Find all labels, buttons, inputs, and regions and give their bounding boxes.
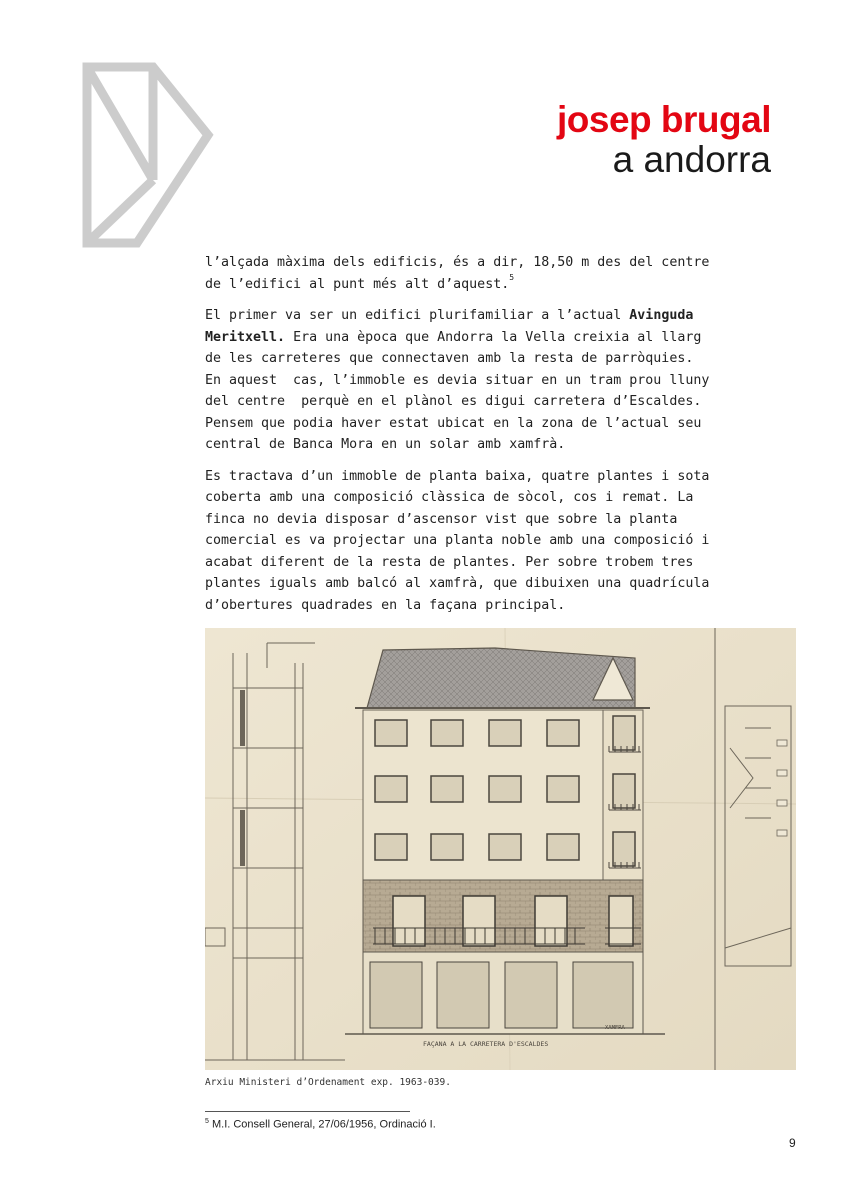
drawing-corner-label: XAMFRA bbox=[605, 1025, 625, 1031]
footnote-ref: 5 bbox=[509, 272, 515, 282]
text-run: d’obertures quadrades en la façana principal. bbox=[205, 597, 566, 613]
text-run: Avinguda bbox=[629, 308, 694, 323]
text-run: de l’edifici al punt més alt d’aquest. bbox=[205, 276, 510, 292]
text-run: En aquest cas, l’immoble es devia situar en un tram prou lluny bbox=[205, 372, 710, 388]
body-paragraph bbox=[205, 252, 805, 295]
text-run: Pensem que podia haver estat ubicat en la zona de l’actual seu bbox=[205, 415, 702, 431]
text-run: Era una època que Andorra la Vella creixia al llarg bbox=[285, 329, 702, 345]
logo-icon bbox=[80, 60, 215, 250]
page-number: 9 bbox=[789, 1136, 796, 1150]
text-run: El primer va ser un edifici plurifamiliar a l’actual bbox=[205, 308, 630, 323]
body-text bbox=[205, 252, 805, 626]
text-run: de les carreteres que connectaven amb la resta de parròquies. bbox=[205, 351, 694, 366]
text-run: acabat diferent de la resta de plantes. Per sobre trobem tres bbox=[205, 554, 694, 570]
header-title-line2: a andorra bbox=[612, 139, 771, 180]
footnote-text: M.I. Consell General, 27/06/1956, Ordinació I. bbox=[211, 1118, 436, 1131]
text-run: finca no devia disposar d’ascensor vist que sobre la planta bbox=[205, 511, 678, 527]
footnote-divider bbox=[205, 1111, 410, 1112]
architectural-drawing-photo bbox=[205, 628, 796, 1070]
text-run: central de Banca Mora en un solar amb xamfrà. bbox=[205, 437, 566, 452]
footnote bbox=[205, 1118, 436, 1131]
text-run: comercial es va projectar una planta noble amb una composició i bbox=[205, 533, 710, 548]
drawing-label: FAÇANA A LA CARRETERA D'ESCALDES bbox=[423, 1040, 549, 1048]
text-run: del centre perquè en el plànol es digui carretera d’Escaldes. bbox=[205, 394, 702, 409]
body-paragraph bbox=[205, 305, 805, 456]
header-title-line1: josep brugal bbox=[557, 99, 771, 140]
facade-drawing bbox=[205, 628, 796, 1070]
figure-caption: Arxiu Ministeri d’Ordenament exp. 1963-039. bbox=[205, 1077, 451, 1088]
text-run: Meritxell. bbox=[205, 329, 286, 345]
footnote-number: 5 bbox=[205, 1118, 209, 1125]
text-run: plantes iguals amb balcó al xamfrà, que dibuixen una quadrícula bbox=[205, 576, 710, 591]
page-header bbox=[557, 100, 771, 180]
body-paragraph bbox=[205, 466, 805, 617]
text-run: coberta amb una composició clàssica de sòcol, cos i remat. La bbox=[205, 490, 694, 505]
text-run: Es tractava d’un immoble de planta baixa, quatre plantes i sota bbox=[205, 468, 710, 484]
text-run: l’alçada màxima dels edificis, és a dir, 18,50 m des del centre bbox=[205, 255, 710, 270]
